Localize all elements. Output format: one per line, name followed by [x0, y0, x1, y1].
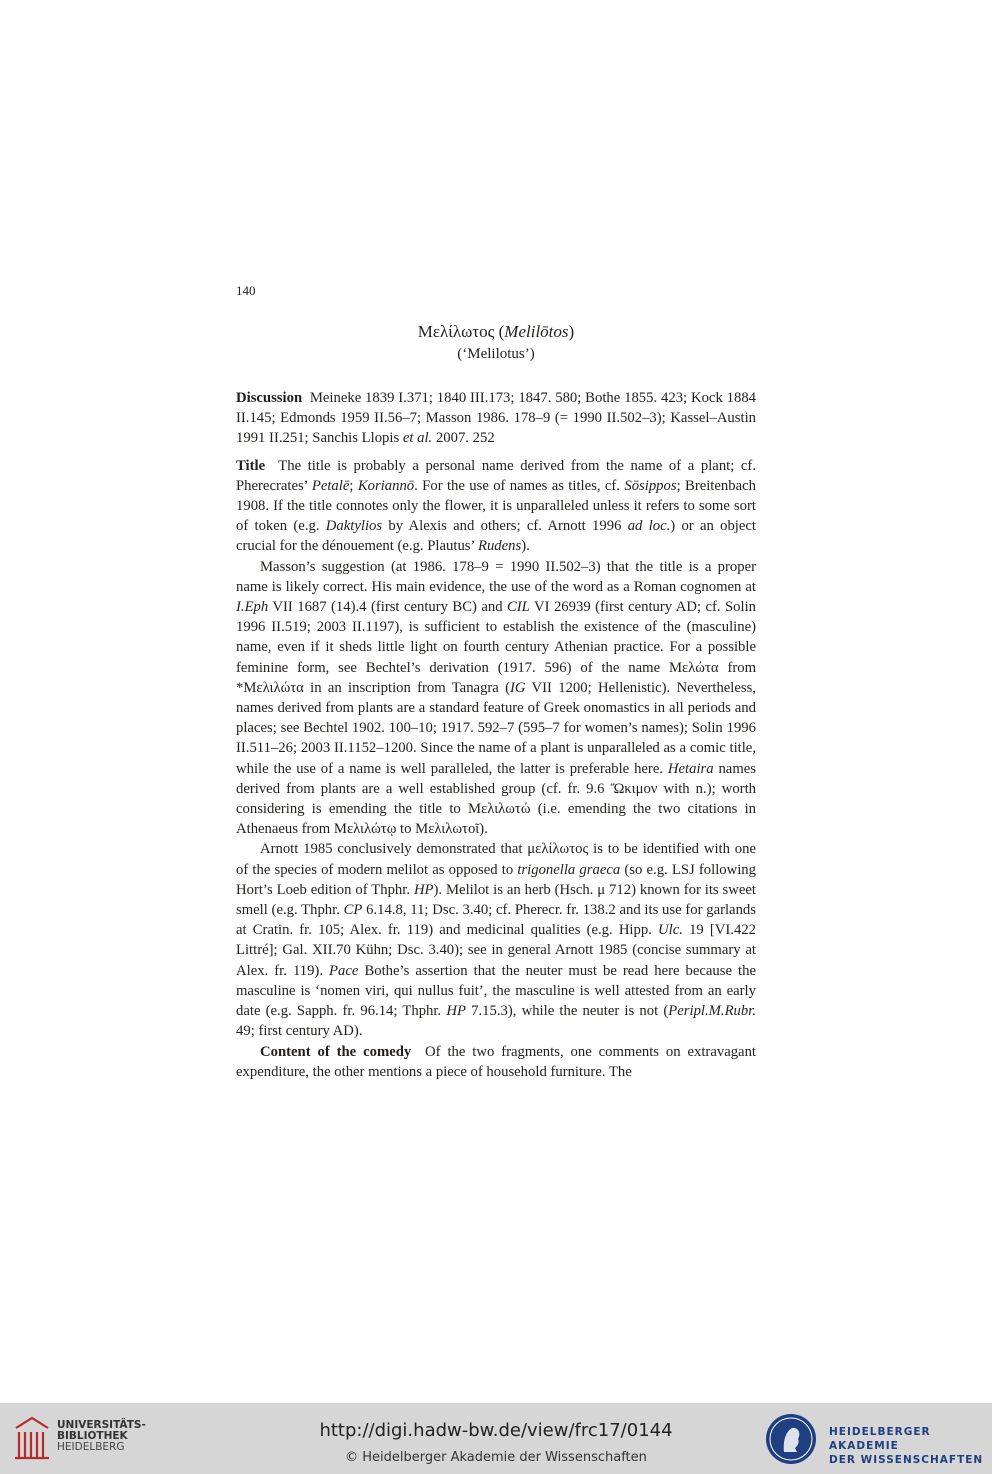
title-paragraph-2 [236, 557, 756, 840]
discussion-tail: 2007. 252 [432, 430, 495, 447]
hadw-seal-logo-icon[interactable] [764, 1412, 818, 1470]
copyright-notice: © Heidelberger Akademie der Wissenschaften [345, 1450, 647, 1465]
ub-line-3: HEIDELBERG [57, 1441, 125, 1453]
italic-term: ad loc. [627, 518, 671, 535]
discussion-paragraph [236, 388, 756, 449]
ub-line-1: UNIVERSITÄTS- [57, 1419, 146, 1431]
title-p1-text: The title is probably a personal name derived from the name of a plant; cf. Pherecrates’ Petalē; Koriannō. For the use of names as titles, cf. Sōsippos; Breitenbach 1908. If the title connotes only the flower, it is unparalleled unless it refers to some sort of token (e.g. Daktylios by Alexis and others; cf. Arnott 1996 ad loc.) or an object crucial for the dénouement (e.g. Plautus’ Rudens). [236, 457, 756, 555]
content-text: Of the two fragments, one comments on extravagant expenditure, the other mentions a piece of household furniture. The [236, 1043, 756, 1080]
italic-term: Ulc. [658, 922, 683, 939]
italic-term: Peripl.M.Rubr. [668, 1003, 756, 1020]
content-paragraph [236, 1042, 756, 1082]
italic-term: Hetaira [667, 760, 714, 777]
title-transliteration: Melilōtos [504, 322, 569, 341]
ub-line-2: BIBLIOTHEK [57, 1430, 128, 1442]
title-paragraph-1 [236, 456, 756, 557]
italic-term: HP [446, 1003, 466, 1020]
discussion-label: Discussion [236, 390, 303, 406]
italic-term: CIL [506, 599, 530, 616]
hadw-text [829, 1425, 992, 1467]
title-greek: Μελίλωτος [417, 322, 495, 341]
italic-term: Koriannō [357, 477, 415, 494]
italic-term: trigonella graeca [517, 861, 621, 878]
entry-title: Μελίλωτος (Melilōtos) (‘Melilotus’) [236, 321, 756, 365]
footer-bar [0, 1403, 992, 1474]
discussion-text: Meineke 1839 I.371; 1840 III.173; 1847. 580; Bothe 1855. 423; Kock 1884 II.145; Edmonds 1959 II.56–7; Masson 1986. 178–9 (= 1990 II.502–3); Kassel–Austin 1991 II.251; Sanchis Llopis [236, 390, 757, 447]
italic-term: Sōsippos [624, 477, 677, 494]
discussion-et-al: et al. [402, 430, 433, 447]
permalink-url[interactable]: http://digi.hadw-bw.de/view/frc17/0144 [319, 1420, 673, 1441]
italic-term: HP [413, 881, 434, 898]
commentary-body [236, 388, 756, 1082]
italic-term: Petalē [311, 477, 350, 494]
italic-term: I.Eph [236, 599, 269, 616]
italic-term: Daktylios [325, 518, 383, 535]
page-number: 140 [236, 283, 256, 298]
content-label: Content of the comedy [260, 1043, 412, 1060]
title-gloss: (‘Melilotus’) [457, 346, 535, 362]
title-label: Title [236, 457, 266, 474]
hadw-line-1: HEIDELBERGER AKADEMIE [829, 1426, 931, 1452]
title-paragraph-3 [236, 839, 756, 1041]
italic-term: IG [510, 679, 526, 696]
italic-term: Pace [329, 962, 359, 979]
italic-term: Rudens [477, 538, 522, 555]
italic-term: CP [343, 902, 363, 919]
title-p3-text: Arnott 1985 conclusively demonstrated that μελίλωτος is to be identified with one of the species of modern melilot as opposed to trigonella graeca (so e.g. LSJ following Hort’s Loeb edition of Thphr. HP). Melilot is an herb (Hsch. μ 712) known for its sweet smell (e.g. Thphr. CP 6.14.8, 11; Dsc. 3.40; cf. Pherecr. fr. 138.2 and its use for garlands at Cratin. fr. 105; Alex. fr. 119) and medicinal qualities (e.g. Hipp. Ulc. 19 [VI.422 Littré]; Gal. XII.70 Kühn; Dsc. 3.40); see in general Arnott 1985 (concise summary at Alex. fr. 119). Pace Bothe’s assertion that the neuter must be read here because the masculine is ‘nomen viri, qui nullus fuit’, the masculine is well attested from an early date (e.g. Sapph. fr. 96.14; Thphr. HP 7.15.3), while the neuter is not (Peripl.M.Rubr. 49; first century AD). [236, 841, 757, 1040]
hadw-line-2: DER WISSENSCHAFTEN [829, 1454, 984, 1466]
title-p2-text: Masson’s suggestion (at 1986. 178–9 = 1990 II.502–3) that the title is a proper name is likely correct. His main evidence, the use of the word as a Roman cognomen at I.Eph VII 1687 (14).4 (first century BC) and CIL VI 26939 (first century AD; cf. Solin 1996 II.519; 2003 II.1197), is sufficient to establish the existence of the (masculine) name, even if it sheds little light on fourth century Athenian practice. For a possible feminine form, see Bechtel’s derivation (1917. 596) of the name Μελώτα from *Μελιλώτα in an inscription from Tanagra (IG VII 1200; Hellenistic). Nevertheless, names derived from plants are a standard feature of Greek onomastics in all periods and places; see Bechtel 1902. 100–10; 1917. 592–7 (595–7 for women’s names); Solin 1996 II.511–26; 2003 II.1152–1200. Since the name of a plant is unparalleled as a comic title, while the use of a name is well paralleled, the latter is preferable here. Hetaira names derived from plants are a well established group (cf. fr. 9.6 Ὤκιμον with n.); worth considering is emending the title to Μελιλωτώ (i.e. emending the two citations in Athenaeus from Μελιλώτῳ to Μελιλωτοῖ). [236, 558, 757, 838]
